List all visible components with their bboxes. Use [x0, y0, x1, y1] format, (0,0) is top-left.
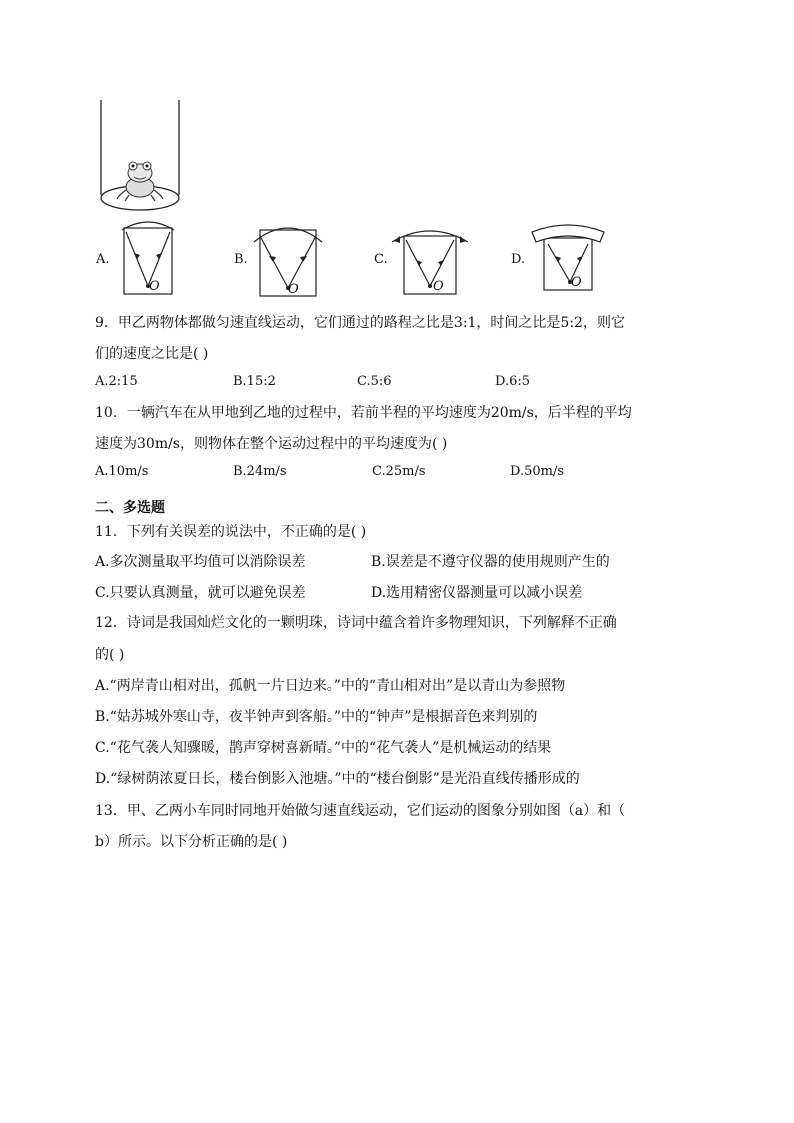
figure-option-a-label: A.	[96, 252, 110, 267]
figure-option-d-point: O	[571, 275, 582, 290]
q10-text-line1: 10．一辆汽车在从甲地到乙地的过程中，若前半程的平均速度为20m/s，后半程的平均	[95, 405, 632, 421]
q10-option-b[interactable]: B.24m/s	[233, 464, 287, 479]
q9-text-line2: 们的速度之比是( )	[95, 346, 209, 362]
q11-option-a[interactable]: A.多次测量取平均值可以消除误差	[95, 554, 306, 570]
q11-option-c[interactable]: C.只要认真测量，就可以避免误差	[95, 585, 306, 601]
q13-text-line1: 13．甲、乙两小车同时同地开始做匀速直线运动，它们运动的图象分别如图（a）和（	[95, 803, 626, 819]
figure-option-a-point: O	[149, 279, 160, 294]
q9-option-a[interactable]: A.2:15	[95, 374, 138, 389]
q13-text-line2: b）所示。以下分析正确的是( )	[95, 834, 288, 850]
figure-option-c	[392, 222, 472, 298]
frog-well-figure	[95, 95, 190, 215]
q9-option-c[interactable]: C.5:6	[357, 374, 392, 389]
q10-option-c[interactable]: C.25m/s	[372, 464, 426, 479]
q10-option-d[interactable]: D.50m/s	[510, 464, 565, 479]
q9-option-d[interactable]: D.6:5	[495, 374, 531, 389]
q12-text-line1: 12．诗词是我国灿烂文化的一颗明珠，诗词中蕴含着许多物理知识，下列解释不正确	[95, 615, 617, 631]
section-header-multiple-choice: 二、多选题	[95, 500, 165, 516]
figure-option-d-label: D.	[511, 252, 526, 267]
q11-option-d[interactable]: D.选用精密仪器测量可以减小误差	[371, 585, 583, 601]
q12-text-line2: 的( )	[95, 647, 125, 663]
q12-option-b[interactable]: B.“姑苏城外寒山寺，夜半钟声到客船。”中的“钟声”是根据音色来判别的	[95, 709, 538, 725]
q12-option-c[interactable]: C.“花气袭人知骤暖，鹊声穿树喜新晴。”中的“花气袭人”是机械运动的结果	[95, 740, 552, 756]
figure-option-b-label: B.	[234, 252, 248, 267]
q11-option-b[interactable]: B.误差是不遵守仪器的使用规则产生的	[371, 554, 610, 570]
figure-option-c-label: C.	[374, 252, 388, 267]
q12-option-d[interactable]: D.“绿树荫浓夏日长，楼台倒影入池塘。”中的“楼台倒影”是光沿直线传播形成的	[95, 771, 580, 787]
q10-text-line2: 速度为30m/s，则物体在整个运动过程中的平均速度为( )	[95, 436, 448, 452]
q12-option-a[interactable]: A.“两岸青山相对出，孤帆一片日边来。”中的“青山相对出”是以青山为参照物	[95, 678, 566, 694]
q9-text-line1: 9．甲乙两物体都做匀速直线运动，它们通过的路程之比是3:1，时间之比是5:2，则它	[95, 315, 625, 331]
q11-text-line1: 11．下列有关误差的说法中，不正确的是( )	[95, 524, 367, 540]
figure-option-b-point: O	[288, 282, 299, 297]
q10-option-a[interactable]: A.10m/s	[95, 464, 149, 479]
figure-option-d	[530, 222, 610, 294]
figure-option-c-point: O	[433, 279, 444, 294]
q9-option-b[interactable]: B.15:2	[233, 374, 276, 389]
